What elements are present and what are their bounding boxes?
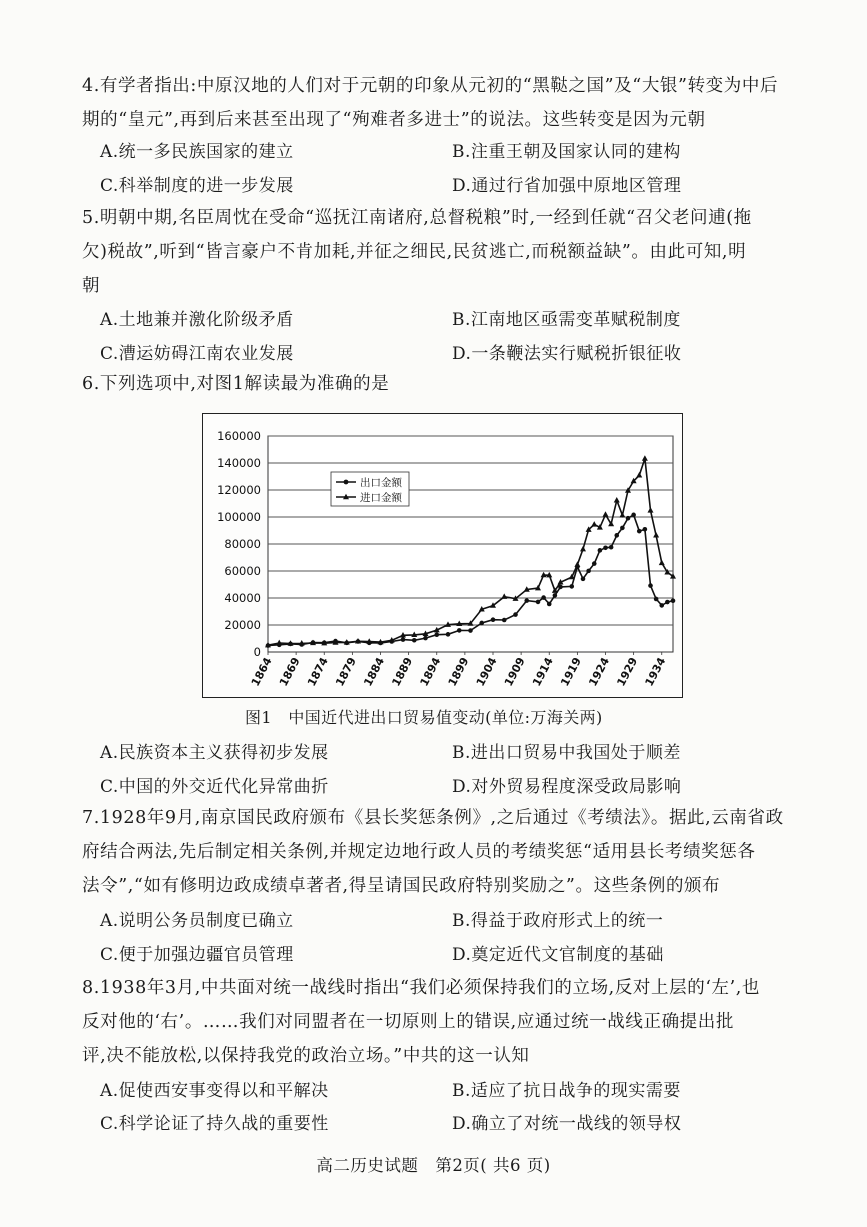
x-tick-label: 1914	[530, 655, 556, 689]
data-point-export	[423, 636, 428, 641]
option-8-c[interactable]: C.科学论证了持久战的重要性	[100, 1114, 329, 1134]
data-point-export	[659, 603, 664, 608]
x-tick-label: 1904	[473, 655, 500, 689]
question-stem-line: 评,决不能放松,以保持我党的政治立场。”中共的这一认知	[82, 1046, 530, 1066]
data-point-export	[592, 561, 597, 566]
y-tick-label: 100000	[217, 510, 261, 524]
question-8	[82, 971, 760, 1073]
legend-label: 出口金额	[360, 477, 402, 489]
option-8-a[interactable]: A.促使西安事变得以和平解决	[100, 1081, 329, 1101]
option-6-c[interactable]: C.中国的外交近代化异常曲折	[100, 777, 329, 797]
y-tick-label: 80000	[224, 537, 261, 551]
data-point-export	[598, 548, 603, 553]
y-tick-label: 120000	[217, 483, 261, 497]
option-5-b[interactable]: B.江南地区亟需变革赋税制度	[452, 310, 681, 330]
option-6-b[interactable]: B.进出口贸易中我国处于顺差	[452, 743, 681, 763]
option-6-d[interactable]: D.对外贸易程度深受政局影响	[452, 777, 682, 797]
legend-marker-circle	[344, 480, 349, 485]
option-6-a[interactable]: A.民族资本主义获得初步发展	[100, 743, 329, 763]
data-point-export	[412, 638, 417, 643]
data-point-export	[524, 598, 529, 603]
data-point-export	[491, 617, 496, 622]
data-point-export	[614, 533, 619, 538]
y-tick-label: 160000	[217, 429, 261, 443]
data-point-export	[569, 584, 574, 589]
question-4	[82, 69, 778, 137]
figure-caption: 图1 中国近代进出口贸易值变动(单位:万海关两)	[245, 708, 603, 727]
data-point-export	[626, 516, 631, 521]
question-stem-line: 7.1928年9月,南京国民政府颁布《县长奖惩条例》,之后通过《考绩法》。据此,云南省政	[82, 808, 784, 828]
data-point-export	[603, 545, 608, 550]
x-tick-label: 1929	[614, 655, 641, 689]
x-tick-label: 1869	[276, 655, 303, 689]
data-point-export	[665, 600, 670, 605]
option-7-c[interactable]: C.便于加强边疆官员管理	[100, 945, 294, 965]
x-tick-label: 1894	[417, 655, 444, 689]
option-5-a[interactable]: A.土地兼并激化阶级矛盾	[100, 310, 294, 330]
data-point-export	[654, 597, 659, 602]
question-5	[82, 201, 752, 303]
data-point-export	[536, 600, 541, 605]
x-tick-label: 1909	[501, 655, 528, 689]
y-tick-label: 0	[253, 645, 261, 659]
question-7	[82, 801, 784, 903]
option-4-d[interactable]: D.通过行省加强中原地区管理	[452, 176, 682, 196]
option-5-c[interactable]: C.漕运妨碍江南农业发展	[100, 344, 294, 364]
x-tick-label: 1864	[248, 655, 275, 689]
question-stem-line: 欠)税故”,听到“皆言豪户不肯加耗,并征之细民,民贫逃亡,而税额益缺”。由此可知,明	[82, 242, 747, 262]
data-point-export	[586, 569, 591, 574]
page-footer: 高二历史试题 第2页( 共6 页)	[316, 1156, 551, 1175]
data-point-export	[671, 598, 676, 603]
x-tick-label: 1889	[389, 655, 416, 689]
y-tick-label: 140000	[217, 456, 261, 470]
question-stem-line: 8.1938年3月,中共面对统一战线时指出“我们必须保持我们的立场,反对上层的‘左’,也	[82, 978, 761, 998]
x-tick-label: 1919	[558, 655, 585, 689]
x-tick-label: 1884	[361, 655, 388, 689]
option-7-b[interactable]: B.得益于政府形式上的统一	[452, 911, 664, 931]
data-point-export	[457, 628, 462, 633]
legend-label: 进口金额	[360, 492, 402, 504]
question-stem-line: 4.有学者指出:中原汉地的人们对于元朝的印象从元初的“黑鞑之国”及“大银”转变为中后	[82, 76, 779, 96]
data-point-export	[468, 628, 473, 633]
x-tick-label: 1874	[305, 655, 331, 689]
data-point-export	[581, 577, 586, 582]
option-7-a[interactable]: A.说明公务员制度已确立	[100, 911, 294, 931]
data-point-export	[547, 602, 552, 607]
question-stem-line: 朝	[82, 276, 101, 296]
data-point-export	[648, 583, 653, 588]
data-point-export	[513, 612, 518, 617]
data-point-export	[609, 545, 614, 550]
question-stem-line: 反对他的‘右’。……我们对同盟者在一切原则上的错误,应通过统一战线正确提出批	[82, 1012, 734, 1032]
y-tick-label: 60000	[224, 564, 261, 578]
option-7-d[interactable]: D.奠定近代文官制度的基础	[452, 945, 664, 965]
y-tick-label: 40000	[224, 591, 261, 605]
data-point-export	[620, 526, 625, 531]
option-8-d[interactable]: D.确立了对统一战线的领导权	[452, 1114, 682, 1134]
question-stem-line: 法令”,“如有修明边政成绩卓著者,得呈请国民政府特别奖励之”。这些条例的颁布	[82, 876, 721, 896]
y-tick-label: 20000	[224, 618, 261, 632]
data-point-export	[637, 529, 642, 534]
x-tick-label: 1899	[445, 655, 472, 689]
data-point-export	[479, 621, 484, 626]
data-point-export	[553, 593, 558, 598]
question-stem-line: 6.下列选项中,对图1解读最为准确的是	[82, 374, 390, 394]
trade-line-chart	[203, 414, 682, 697]
x-tick-label: 1934	[642, 655, 669, 689]
question-stem-line: 5.明朝中期,名臣周忱在受命“巡抚江南诸府,总督税粮”时,一经到任就“召父老问逋(拖	[82, 208, 752, 228]
x-tick-label: 1924	[586, 655, 613, 689]
data-point-export	[643, 527, 648, 532]
question-stem-line: 府结合两法,先后制定相关条例,并规定边地行政人员的考绩奖惩“适用县长考绩奖惩各	[82, 842, 756, 862]
figure-1-chart	[202, 413, 683, 698]
data-point-export	[446, 632, 451, 637]
data-point-export	[541, 595, 546, 600]
option-4-a[interactable]: A.统一多民族国家的建立	[100, 142, 294, 162]
option-4-c[interactable]: C.科举制度的进一步发展	[100, 176, 294, 196]
question-stem-line: 期的“皇元”,再到后来甚至出现了“殉难者多进士”的说法。这些转变是因为元朝	[82, 110, 706, 130]
data-point-export	[631, 513, 636, 518]
option-4-b[interactable]: B.注重王朝及国家认同的建构	[452, 142, 681, 162]
option-8-b[interactable]: B.适应了抗日战争的现实需要	[452, 1081, 681, 1101]
data-point-export	[401, 637, 406, 642]
question-6	[82, 367, 389, 401]
data-point-export	[502, 618, 507, 623]
option-5-d[interactable]: D.一条鞭法实行赋税折银征收	[452, 344, 682, 364]
data-point-export	[434, 632, 439, 637]
x-tick-label: 1879	[333, 655, 360, 689]
